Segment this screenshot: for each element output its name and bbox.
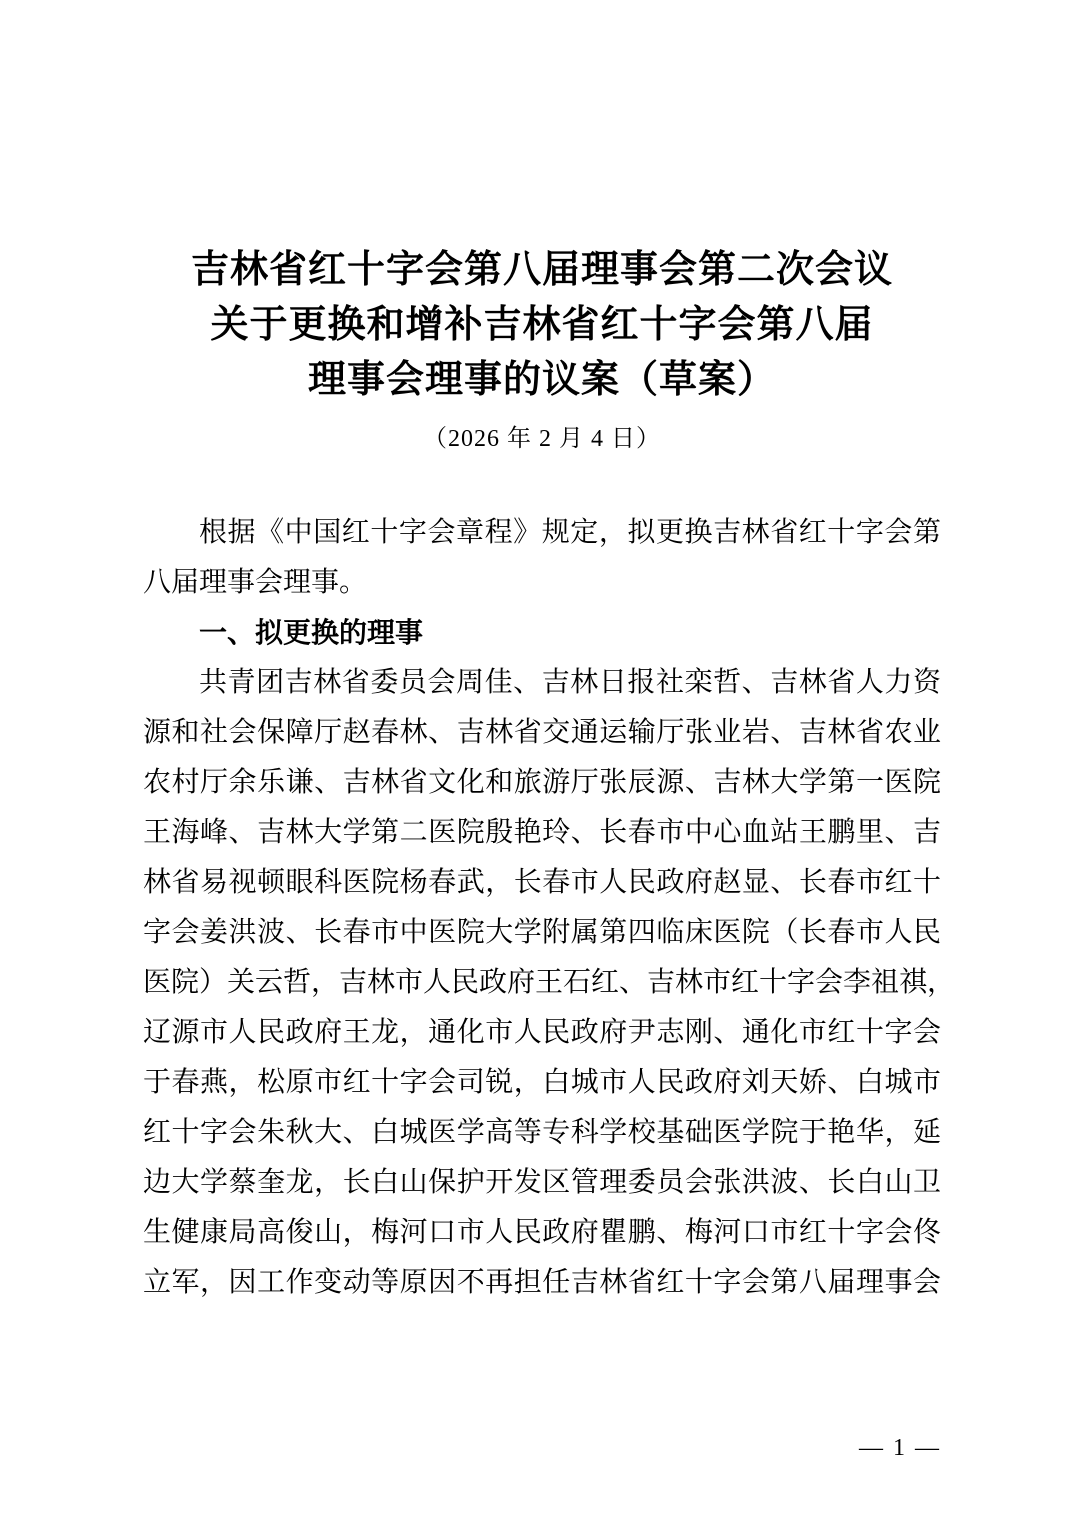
section-paragraph	[143, 658, 956, 1308]
title-line-1: 吉林省红十字会第八届理事会第二次会议	[190, 249, 893, 291]
body-line: 王海峰、吉林大学第二医院殷艳玲、长春市中心血站王鹏里、吉	[143, 817, 941, 848]
body-line: 边大学蔡奎龙，长白山保护开发区管理委员会张洪波、长白山卫	[143, 1167, 941, 1198]
intro-line: 根据《中国红十字会章程》规定，拟更换吉林省红十字会第	[199, 517, 941, 548]
title-line-2: 关于更换和增补吉林省红十字会第八届	[210, 304, 874, 346]
body-line: 源和社会保障厅赵春林、吉林省交通运输厅张业岩、吉林省农业	[143, 717, 941, 748]
body-line: 林省易视顿眼科医院杨春武，长春市人民政府赵显、长春市红十	[143, 867, 941, 898]
body-line: 农村厅余乐谦、吉林省文化和旅游厅张辰源、吉林大学第一医院	[143, 767, 941, 798]
intro-line: 八届理事会理事。	[143, 567, 368, 598]
document-date: （2026 年 2 月 4 日）	[423, 426, 661, 452]
body-line: 字会姜洪波、长春市中医院大学附属第四临床医院（长春市人民	[143, 917, 941, 948]
body-line: 共青团吉林省委员会周佳、吉林日报社栾哲、吉林省人力资	[199, 667, 941, 698]
body-line: 立军，因工作变动等原因不再担任吉林省红十字会第八届理事会	[143, 1267, 941, 1298]
body-line: 辽源市人民政府王龙，通化市人民政府尹志刚、通化市红十字会	[143, 1017, 941, 1048]
document-content	[143, 243, 956, 1308]
page-number: — 1 —	[859, 1435, 941, 1461]
section-heading: 一、拟更换的理事	[199, 617, 424, 648]
intro-paragraph	[143, 508, 941, 608]
body-line: 医院）关云哲，吉林市人民政府王石红、吉林市红十字会李祖祺，	[143, 967, 956, 998]
document-title	[143, 243, 941, 408]
document-body	[143, 508, 956, 1308]
body-line: 红十字会朱秋大、白城医学高等专科学校基础医学院于艳华，延	[143, 1117, 941, 1148]
body-line: 于春燕，松原市红十字会司锐，白城市人民政府刘天娇、白城市	[143, 1067, 941, 1098]
title-line-3: 理事会理事的议案（草案）	[307, 359, 776, 401]
body-line: 生健康局高俊山，梅河口市人民政府瞿鹏、梅河口市红十字会佟	[143, 1217, 941, 1248]
